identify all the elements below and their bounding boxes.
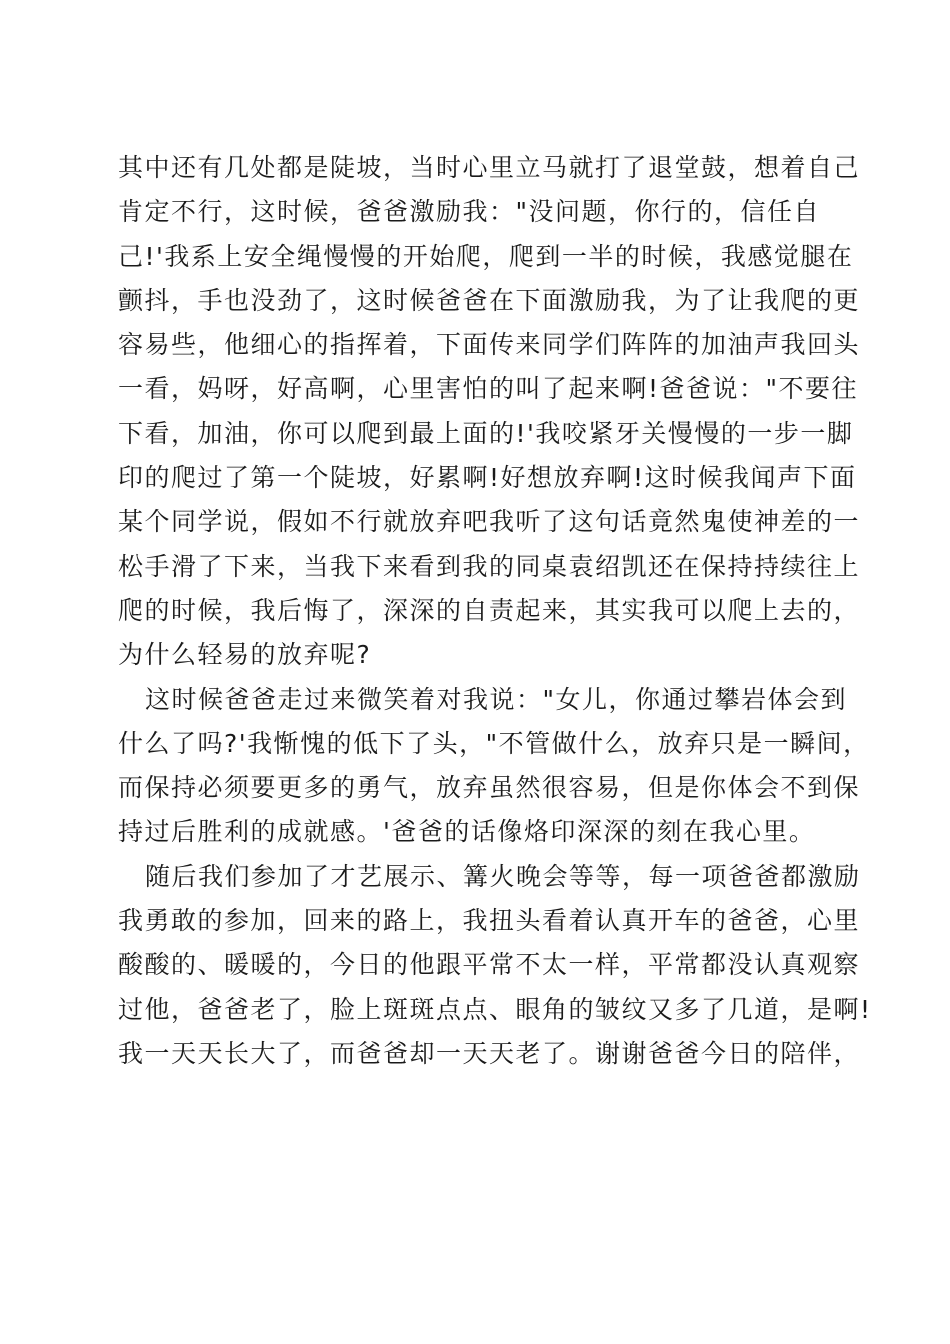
text-line: 颤抖，手也没劲了，这时候爸爸在下面激励我，为了让我爬的更: [118, 285, 861, 315]
text-line: 肯定不行，这时候，爸爸激励我："没问题，你行的，信任自: [118, 197, 821, 227]
text-line: 爬的时候，我后悔了，深深的自责起来，其实我可以爬上去的，: [118, 595, 861, 625]
text-line: 己!'我系上安全绳慢慢的开始爬，爬到一半的时候，我感觉腿在: [118, 241, 854, 271]
body-text: [118, 146, 872, 1076]
text-line: 下看，加油，你可以爬到最上面的!'我咬紧牙关慢慢的一步一脚: [118, 418, 854, 448]
text-line: 而保持必须要更多的勇气，放弃虽然很容易，但是你体会不到保: [118, 773, 861, 803]
text-line: 印的爬过了第一个陡坡，好累啊!好想放弃啊!这时候我闻声下面: [118, 463, 857, 493]
text-line: 某个同学说，假如不行就放弃吧我听了这句话竟然鬼使神差的一: [118, 507, 861, 537]
text-line: 酸酸的、暖暖的，今日的他跟平常不太一样，平常都没认真观察: [118, 950, 861, 980]
text-line: 我一天天长大了，而爸爸却一天天老了。谢谢爸爸今日的陪伴，: [118, 1038, 861, 1068]
text-line: 容易些，他细心的指挥着，下面传来同学们阵阵的加油声我回头: [118, 330, 861, 360]
text-line: 什么了吗?'我惭愧的低下了头，"不管做什么，放弃只是一瞬间，: [118, 728, 870, 758]
text-line: 为什么轻易的放弃呢?: [118, 640, 372, 670]
text-line: 其中还有几处都是陡坡，当时心里立马就打了退堂鼓，想着自己: [118, 153, 861, 182]
text-line: 持过后胜利的成就感。'爸爸的话像烙印深深的刻在我心里。: [118, 817, 816, 847]
text-line: 我勇敢的参加，回来的路上，我扭头看着认真开车的爸爸，心里: [118, 906, 861, 936]
text-line: 过他，爸爸老了，脸上斑斑点点、眼角的皱纹又多了几道，是啊!: [118, 994, 872, 1024]
text-line: 松手滑了下来，当我下来看到我的同桌袁绍凯还在保持持续往上: [118, 551, 861, 581]
text-line: 一看，妈呀，好高啊，心里害怕的叫了起来啊!爸爸说："不要往: [118, 374, 859, 404]
paragraph-start-line: 随后我们参加了才艺展示、篝火晚会等等，每一项爸爸都激励: [145, 861, 861, 891]
paragraph-start-line: 这时候爸爸走过来微笑着对我说："女儿，你通过攀岩体会到: [145, 684, 848, 714]
